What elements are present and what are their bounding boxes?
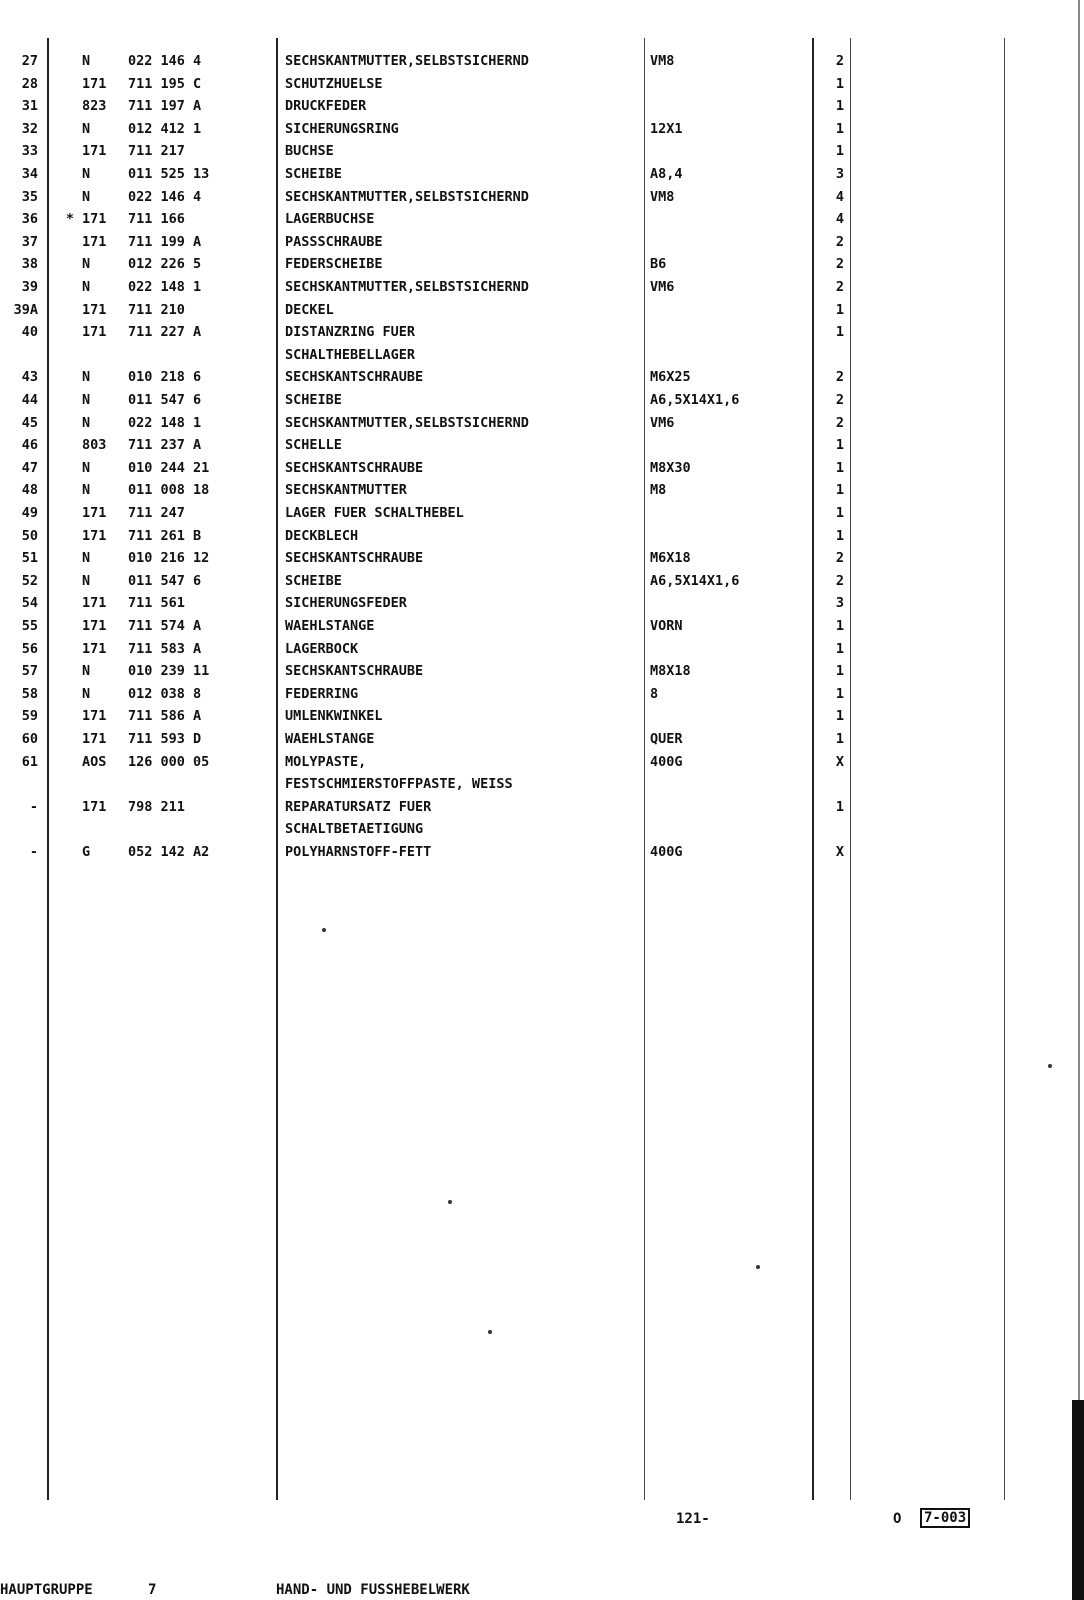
part-number: 011 008 18 — [128, 482, 210, 499]
position-number: 48 — [21, 482, 38, 499]
table-row — [0, 547, 1084, 569]
part-quantity: 3 — [835, 595, 844, 612]
part-prefix: 171 — [82, 211, 107, 228]
group-label: HAUPTGRUPPE — [0, 1582, 93, 1598]
table-row — [0, 728, 1084, 750]
position-number: 34 — [21, 166, 38, 182]
part-prefix: 171 — [82, 75, 107, 92]
part-description: SCHEIBE — [285, 166, 342, 182]
part-spec: VORN — [650, 618, 683, 634]
table-row — [0, 412, 1084, 434]
part-quantity: 2 — [835, 53, 844, 69]
part-quantity: 1 — [835, 324, 844, 341]
part-number: 012 412 1 — [128, 120, 202, 137]
table-row — [0, 186, 1084, 208]
table-row — [0, 660, 1084, 682]
part-number: 711 583 A — [128, 640, 202, 657]
part-quantity: 1 — [835, 459, 844, 476]
part-prefix: N — [82, 188, 91, 205]
part-quantity: 1 — [835, 301, 844, 318]
position-number: 27 — [21, 53, 38, 69]
part-prefix: N — [82, 256, 91, 273]
part-description: SECHSKANTMUTTER,SELBSTSICHERND — [285, 279, 529, 295]
part-description: SICHERUNGSFEDER — [285, 595, 407, 612]
part-spec: QUER — [650, 731, 683, 747]
position-number: 54 — [21, 595, 38, 612]
part-number: 711 586 A — [128, 708, 202, 725]
table-row — [0, 705, 1084, 727]
table-row — [0, 140, 1084, 162]
position-number: 51 — [21, 550, 38, 567]
part-description: SECHSKANTMUTTER — [285, 482, 407, 499]
position-number: 49 — [21, 505, 38, 521]
part-number: 011 525 13 — [128, 166, 210, 182]
position-number: 37 — [21, 233, 38, 250]
part-quantity: 1 — [835, 143, 844, 160]
part-number: 711 199 A — [128, 233, 202, 250]
part-spec: 8 — [650, 685, 659, 702]
part-description: UMLENKWINKEL — [285, 708, 383, 725]
position-number: 43 — [21, 369, 38, 386]
part-prefix: N — [82, 120, 91, 137]
part-spec: VM8 — [650, 188, 675, 205]
position-number: 36 — [21, 211, 38, 228]
part-spec: A8,4 — [650, 166, 683, 182]
part-description: DISTANZRING FUER — [285, 324, 416, 341]
part-spec: VM8 — [650, 53, 675, 69]
part-quantity: 4 — [835, 211, 844, 228]
table-row — [0, 231, 1084, 253]
part-prefix: 171 — [82, 505, 107, 521]
part-spec: 400G — [650, 753, 683, 770]
scan-speck — [488, 1330, 492, 1334]
table-row — [0, 208, 1084, 230]
part-number: 711 593 D — [128, 731, 202, 747]
part-number: 711 227 A — [128, 324, 202, 341]
part-description: FESTSCHMIERSTOFFPASTE, WEISS — [285, 776, 513, 793]
part-number: 010 244 21 — [128, 459, 210, 476]
part-spec: M8 — [650, 482, 667, 499]
position-number: 28 — [21, 75, 38, 92]
table-row — [0, 525, 1084, 547]
table-row — [0, 457, 1084, 479]
part-prefix: 171 — [82, 324, 107, 341]
position-number: 39A — [13, 301, 38, 318]
part-description: SECHSKANTSCHRAUBE — [285, 369, 424, 386]
table-row — [0, 118, 1084, 140]
position-number: 55 — [21, 618, 38, 634]
position-number: 39 — [21, 279, 38, 295]
part-quantity: 1 — [835, 527, 844, 544]
position-number: 56 — [21, 640, 38, 657]
position-number: 50 — [21, 527, 38, 544]
part-prefix: 171 — [82, 731, 107, 747]
part-description: LAGERBOCK — [285, 640, 359, 657]
position-number: 44 — [21, 392, 38, 408]
table-row — [0, 818, 1084, 840]
part-description: SECHSKANTSCHRAUBE — [285, 663, 424, 680]
part-description: SCHALTHEBELLAGER — [285, 346, 416, 363]
position-number: 57 — [21, 663, 38, 680]
part-prefix: G — [82, 844, 91, 860]
part-number: 010 239 11 — [128, 663, 210, 680]
page-number: 121- — [676, 1511, 710, 1527]
position-number: 32 — [21, 120, 38, 137]
part-description: DECKBLECH — [285, 527, 359, 544]
table-row — [0, 389, 1084, 411]
part-quantity: 4 — [835, 188, 844, 205]
part-quantity: 2 — [835, 279, 844, 295]
table-row — [0, 366, 1084, 388]
part-prefix: 823 — [82, 98, 107, 115]
part-prefix: 171 — [82, 301, 107, 318]
part-prefix: 171 — [82, 527, 107, 544]
part-number: 711 237 A — [128, 437, 202, 454]
table-row — [0, 50, 1084, 72]
part-quantity: 1 — [835, 618, 844, 634]
part-prefix: 171 — [82, 595, 107, 612]
part-quantity: 2 — [835, 414, 844, 431]
part-quantity: 2 — [835, 392, 844, 408]
part-description: DRUCKFEDER — [285, 98, 367, 115]
part-spec: M8X30 — [650, 459, 691, 476]
part-prefix: N — [82, 392, 91, 408]
table-row — [0, 73, 1084, 95]
position-number: 40 — [21, 324, 38, 341]
part-description: FEDERSCHEIBE — [285, 256, 383, 273]
o-mark: O — [893, 1511, 902, 1527]
scan-speck — [756, 1265, 760, 1269]
part-quantity: 1 — [835, 437, 844, 454]
part-prefix: N — [82, 53, 91, 69]
part-number: 012 226 5 — [128, 256, 202, 273]
part-number: 126 000 05 — [128, 753, 210, 770]
table-row — [0, 796, 1084, 818]
part-quantity: 1 — [835, 731, 844, 747]
scan-speck — [1048, 1064, 1052, 1068]
part-number: 711 574 A — [128, 618, 202, 634]
part-description: SCHEIBE — [285, 392, 342, 408]
part-prefix: N — [82, 414, 91, 431]
part-prefix: 171 — [82, 708, 107, 725]
part-number: 022 148 1 — [128, 414, 202, 431]
part-prefix: N — [82, 459, 91, 476]
part-quantity: 1 — [835, 98, 844, 115]
part-prefix: 171 — [82, 233, 107, 250]
part-spec: M6X18 — [650, 550, 691, 567]
part-number: 022 146 4 — [128, 188, 202, 205]
position-number: 52 — [21, 572, 38, 589]
part-number: 711 210 — [128, 301, 185, 318]
part-quantity: 1 — [835, 75, 844, 92]
part-description: LAGERBUCHSE — [285, 211, 375, 228]
part-quantity: 1 — [835, 663, 844, 680]
position-number: - — [29, 798, 38, 815]
part-prefix: N — [82, 572, 91, 589]
part-prefix: AOS — [82, 753, 107, 770]
part-prefix: N — [82, 685, 91, 702]
part-prefix: 171 — [82, 798, 107, 815]
part-spec: 12X1 — [650, 120, 683, 137]
part-prefix: N — [82, 482, 91, 499]
table-row — [0, 615, 1084, 637]
part-spec: M6X25 — [650, 369, 691, 386]
part-number: 711 217 — [128, 143, 185, 160]
table-row — [0, 841, 1084, 863]
table-row — [0, 95, 1084, 117]
table-row — [0, 638, 1084, 660]
part-description: SCHEIBE — [285, 572, 342, 589]
part-description: SECHSKANTMUTTER,SELBSTSICHERND — [285, 414, 529, 431]
part-description: PASSSCHRAUBE — [285, 233, 383, 250]
part-number: 052 142 A2 — [128, 844, 210, 860]
part-quantity: 1 — [835, 505, 844, 521]
table-row — [0, 321, 1084, 343]
part-number: 798 211 — [128, 798, 185, 815]
part-number: 011 547 6 — [128, 392, 202, 408]
part-quantity: 1 — [835, 482, 844, 499]
position-number: 45 — [21, 414, 38, 431]
part-description: SCHALTBETAETIGUNG — [285, 821, 424, 838]
part-description: REPARATURSATZ FUER — [285, 798, 432, 815]
part-number: 010 216 12 — [128, 550, 210, 567]
part-spec: A6,5X14X1,6 — [650, 572, 740, 589]
part-prefix: N — [82, 663, 91, 680]
part-number: 711 166 — [128, 211, 185, 228]
part-quantity: 2 — [835, 256, 844, 273]
part-description: SECHSKANTSCHRAUBE — [285, 550, 424, 567]
part-quantity: X — [835, 753, 844, 770]
position-number: 58 — [21, 685, 38, 702]
table-row — [0, 751, 1084, 773]
group-code: 7-003 — [920, 1508, 970, 1528]
part-number: 711 561 — [128, 595, 185, 612]
table-row — [0, 434, 1084, 456]
mark-symbol: * — [65, 211, 75, 228]
scan-edge — [1078, 0, 1080, 1600]
position-number: 60 — [21, 731, 38, 747]
part-quantity: 2 — [835, 233, 844, 250]
position-number: 31 — [21, 98, 38, 115]
position-number: 59 — [21, 708, 38, 725]
part-prefix: 171 — [82, 640, 107, 657]
part-number: 022 146 4 — [128, 53, 202, 69]
position-number: 38 — [21, 256, 38, 273]
part-description: MOLYPASTE, — [285, 753, 367, 770]
table-row — [0, 163, 1084, 185]
table-row — [0, 570, 1084, 592]
part-prefix: 803 — [82, 437, 107, 454]
table-row — [0, 592, 1084, 614]
part-quantity: 1 — [835, 640, 844, 657]
part-quantity: 1 — [835, 685, 844, 702]
table-row — [0, 344, 1084, 366]
part-prefix: N — [82, 369, 91, 386]
part-spec: VM6 — [650, 279, 675, 295]
scan-speck — [448, 1200, 452, 1204]
part-number: 711 247 — [128, 505, 185, 521]
position-number: 47 — [21, 459, 38, 476]
part-number: 011 547 6 — [128, 572, 202, 589]
part-description: WAEHLSTANGE — [285, 731, 375, 747]
part-prefix: 171 — [82, 143, 107, 160]
position-number: 35 — [21, 188, 38, 205]
part-prefix: N — [82, 279, 91, 295]
part-number: 012 038 8 — [128, 685, 202, 702]
table-row — [0, 253, 1084, 275]
part-spec: VM6 — [650, 414, 675, 431]
part-quantity: 1 — [835, 798, 844, 815]
position-number: 33 — [21, 143, 38, 160]
part-description: DECKEL — [285, 301, 334, 318]
part-prefix: N — [82, 166, 91, 182]
part-spec: A6,5X14X1,6 — [650, 392, 740, 408]
part-spec: M8X18 — [650, 663, 691, 680]
part-spec: B6 — [650, 256, 667, 273]
part-description: SCHELLE — [285, 437, 342, 454]
part-description: BUCHSE — [285, 143, 334, 160]
table-row — [0, 502, 1084, 524]
group-number: 7 — [148, 1582, 157, 1598]
part-number: 711 261 B — [128, 527, 202, 544]
part-description: SECHSKANTMUTTER,SELBSTSICHERND — [285, 188, 529, 205]
part-quantity: 1 — [835, 708, 844, 725]
part-quantity: 3 — [835, 166, 844, 182]
part-quantity: 1 — [835, 120, 844, 137]
position-number: 61 — [21, 753, 38, 770]
part-description: SECHSKANTSCHRAUBE — [285, 459, 424, 476]
scan-edge-dark — [1072, 1400, 1084, 1600]
part-description: WAEHLSTANGE — [285, 618, 375, 634]
table-row — [0, 299, 1084, 321]
part-description: SECHSKANTMUTTER,SELBSTSICHERND — [285, 53, 529, 69]
part-prefix: 171 — [82, 618, 107, 634]
group-title: HAND- UND FUSSHEBELWERK — [276, 1582, 470, 1598]
table-row — [0, 773, 1084, 795]
part-quantity: 2 — [835, 550, 844, 567]
part-prefix: N — [82, 550, 91, 567]
part-quantity: 2 — [835, 369, 844, 386]
table-row — [0, 683, 1084, 705]
part-description: SCHUTZHUELSE — [285, 75, 383, 92]
part-number: 711 197 A — [128, 98, 202, 115]
table-row — [0, 479, 1084, 501]
part-description: LAGER FUER SCHALTHEBEL — [285, 505, 464, 521]
part-quantity: X — [835, 844, 844, 860]
part-description: POLYHARNSTOFF-FETT — [285, 844, 432, 860]
position-number: - — [29, 844, 38, 860]
scan-speck — [322, 928, 326, 932]
part-number: 010 218 6 — [128, 369, 202, 386]
part-description: FEDERRING — [285, 685, 359, 702]
position-number: 46 — [21, 437, 38, 454]
part-quantity: 2 — [835, 572, 844, 589]
part-number: 711 195 C — [128, 75, 202, 92]
part-number: 022 148 1 — [128, 279, 202, 295]
table-row — [0, 276, 1084, 298]
part-description: SICHERUNGSRING — [285, 120, 399, 137]
part-spec: 400G — [650, 844, 683, 860]
